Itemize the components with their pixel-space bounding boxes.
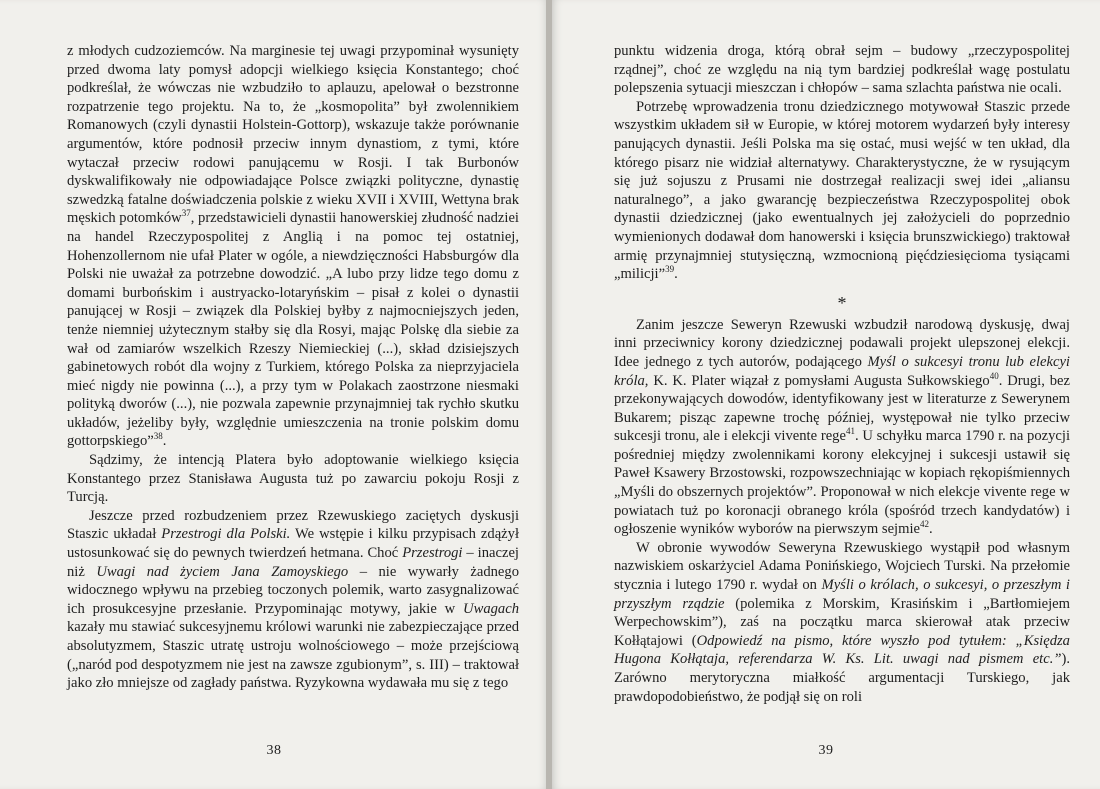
left-page-text: [67, 42, 519, 693]
paragraph: [67, 507, 519, 693]
footnote-ref: 38: [153, 431, 163, 442]
right-page-number: 39: [818, 743, 834, 758]
left-page: [0, 0, 548, 789]
text-run: Zanim jeszcze Seweryn Rzewuski wzbudził narodową dyskusję, dwaj inni przeciwnicy korony dziedzicznej podawali projekt ulepszonej elekcji. Idee jednego z tych autorów, podającego: [614, 316, 1070, 370]
right-page-text-top: [614, 42, 1070, 284]
paragraph: [614, 42, 1070, 98]
section-separator: *: [837, 292, 847, 313]
text-run: Jeszcze przed rozbudzeniem przez Rzewuskiego zaciętych dyskusji Staszic układał: [67, 507, 519, 543]
text-run: .: [929, 521, 933, 538]
left-page-number: 38: [266, 743, 282, 758]
footnote-ref: 37: [181, 208, 191, 219]
italic-text: Uwagach: [463, 600, 519, 617]
text-run: W obronie wywodów Seweryna Rzewuskiego wystąpił pod własnym nazwiskiem oskarżyciel Adama Ponińskiego, Wojciech Turski. Na przełomie stycznia i lutego 1790 r. wydał on: [614, 539, 1070, 594]
paragraph: [614, 539, 1070, 706]
italic-text: Odpowiedź na pismo, które wyszło pod tytułem: „Księdza Hugona Kołłątaja, referendarza W. Ks. Lit. uwagi nad pismem etc.”: [614, 632, 1070, 668]
text-run: – inaczej niż: [67, 545, 519, 580]
italic-text: Przestrogi dla Polski.: [161, 526, 291, 543]
text-run: Potrzebę wprowadzenia tronu dziedzicznego motywował Staszic przede wszystkim układem sił w Europie, w której motorem wydarzeń były interesy panujących dynastii. Jeśli Polska ma się ostać, musi wejść w ten układ, dla którego pisarz nie widział alternatywy. Charakterystyczne, że w rysującym się już sojuszu z Prusami nie dostrzegał realizacji swej idei „aliansu naturalnego”, a jako gwarancję bezpieczeństwa Rzeczypospolitej obok dynastii dziedzicznej (jako ewentualnych jej założycieli do poprzednio wymienionych dodawał dom hanowerski i księcia brunszwickiego) traktował armię przynajmniej stutysięczną, wzmocnioną pięćdziesięcioma tysiącami „milicji”: [614, 98, 1070, 283]
paragraph: [67, 42, 519, 451]
text-run: K. K. Plater wiązał z pomysłami Augusta Sułkowskiego: [648, 372, 990, 389]
text-run: We wstępie i kilku przypisach zdążył ustosunkować się do pewnych twierdzeń hetmana. Choć: [67, 526, 520, 562]
text-run: . Drugi, bez przekonywających dowodów, identyfikowany jest w literaturze z Sewerynem Bukarem; pisząc zapewne trochę później, występował nie tylko przeciw sukcesji tronu, ale i elekcji vivente rege: [614, 372, 1070, 445]
footnote-ref: 39: [665, 264, 675, 275]
text-run: – nie wywarły żadnego widocznego wpływu na przebieg toczonych polemik, warto zasygnalizować ich prosukcesyjne przesłanie. Przypominając motywy, jakie w: [67, 563, 519, 617]
text-run: z młodych cudzoziemców. Na marginesie tej uwagi przypominał wysunięty przed dwoma laty pomysł adopcji wielkiego księcia Konstantego; choć podkreślał, że wówczas nie wzbudziło to aplauzu, apelował o bezstronne rozpatrzenie tego projektu. Na to, że „kosmopolita” był zwolennikiem Romanowych (czyli dynastii Holstein-Gottorp), wskazuje także porównanie argumentów, które podnosił przeciw innym dynastiom, z tymi, które wytaczał przeciw rodowi panującemu w Rosji. I tak Burbonów dyskwalifikowały nie odpowiadające Polsce związki polityczne, dynastię szwedzką fatalne doświadczenia polskie z wieku XVII i XVIII, Wettyna brak męskich potomków: [67, 43, 519, 227]
footnote-ref: 42: [920, 519, 929, 530]
paragraph: [614, 316, 1070, 539]
text-run: ). Zarówno merytoryczna miałkość argumentacji Turskiego, jak prawdopodobieństwo, że podjął się on roli: [614, 651, 1070, 705]
italic-text: Przestrogi: [402, 545, 463, 562]
text-run: punktu widzenia droga, którą obrał sejm – budowy „rzeczypospolitej rządnej”, choć ze względu na nią tym bardziej podkreślał wagę postulatu polepszenia sytuacji mieszczan i chłopów – sama szlachta państwa nie ocali.: [614, 43, 1070, 97]
text-run: .: [674, 266, 678, 283]
right-page-text-bottom: [614, 316, 1070, 706]
italic-text: Uwagi nad życiem Jana Zamoyskiego: [96, 563, 349, 580]
footnote-ref: 41: [845, 426, 855, 437]
text-run: . U schyłku marca 1790 r. na pozycji pośredniej między zwolennikami korony elekcyjnej i sukcesji ustawił się Paweł Ksawery Brzostowski, rozpowszechniając w kopiach rękopiśmiennych „Myśli do obszernych projektów”. Proponował w nich elekcje vivente rege w powiatach tuż po koronacji obranego króla (spośród trzech kandydatów) i ogłoszenie wyników wyborów na pierwszym sejmie: [614, 428, 1070, 538]
paragraph: [614, 98, 1070, 284]
right-page: [552, 0, 1100, 789]
text-run: Sądzimy, że intencją Platera było adoptowanie wielkiego księcia Konstantego przez Stanisława Augusta tuż po zawarciu pokoju Rosji z Turcją.: [67, 452, 519, 506]
text-run: .: [162, 433, 167, 450]
text-run: (polemika z Morskim, Krasińskim i „Bartłomiejem Werpechowskim”), zaś na początku marca skierował atak przeciw Kołłątajowi (: [614, 595, 1070, 649]
right-page-text: [614, 42, 1070, 706]
text-run: kazały mu stawiać sukcesyjnemu królowi warunki nie zabezpieczające przed absolutyzmem, Staszic utratę ustroju wolnościowego – może przejściową („naród pod despotyzmem nie jest na zawsze zgubionym”, s. III) – traktował jako zło mniejsze od zagłady państwa. Ryzykowna wydawała mu się z tego: [67, 619, 519, 692]
paragraph: [67, 451, 519, 507]
italic-text: Myśli o królach, o sukcesyi, o przeszłym i przyszłym rządzie: [614, 577, 1070, 612]
italic-text: Myśl o sukcesyi tronu lub elekcyi króla,: [614, 353, 1070, 389]
text-run: , przedstawicieli dynastii hanowerskiej złudność nadziei na handel Rzeczypospolitej z Anglią i na pomoc tej ostatniej, Hohenzollernom nie ufał Plater w ogóle, a niewdzięczności Habsburgów dla Polski nie uważał za potrzebne dowodzić. „A lubo przy lidze tego domu z domami burbońskim i austryacko-lotaryńskim – pisał z kolei o dynastii panującej w Rosji – związek dla Polskiej byłby z najmocniejszych jeden, tenże niemniej użytecznym stałby się dla Rosyi, mając Polskę dla siebie za wał od zamiarów wszelkich Rzeszy Niemieckiej (...), skład dzisiejszych gabinetowych robót dla wojny z Turkiem, którego Polska za nieprzyjaciela mieć nigdy nie powinna (...), a przy tym w Polakach zaostrzone niesmaki polityką dworów (...), nie pozwala zapewnie przynajmniej tak rychło skutku układów, jeżeliby były, względnie umieszczenia na tronie polskim domu gottorpskiego”: [67, 210, 519, 450]
footnote-ref: 40: [989, 370, 999, 381]
